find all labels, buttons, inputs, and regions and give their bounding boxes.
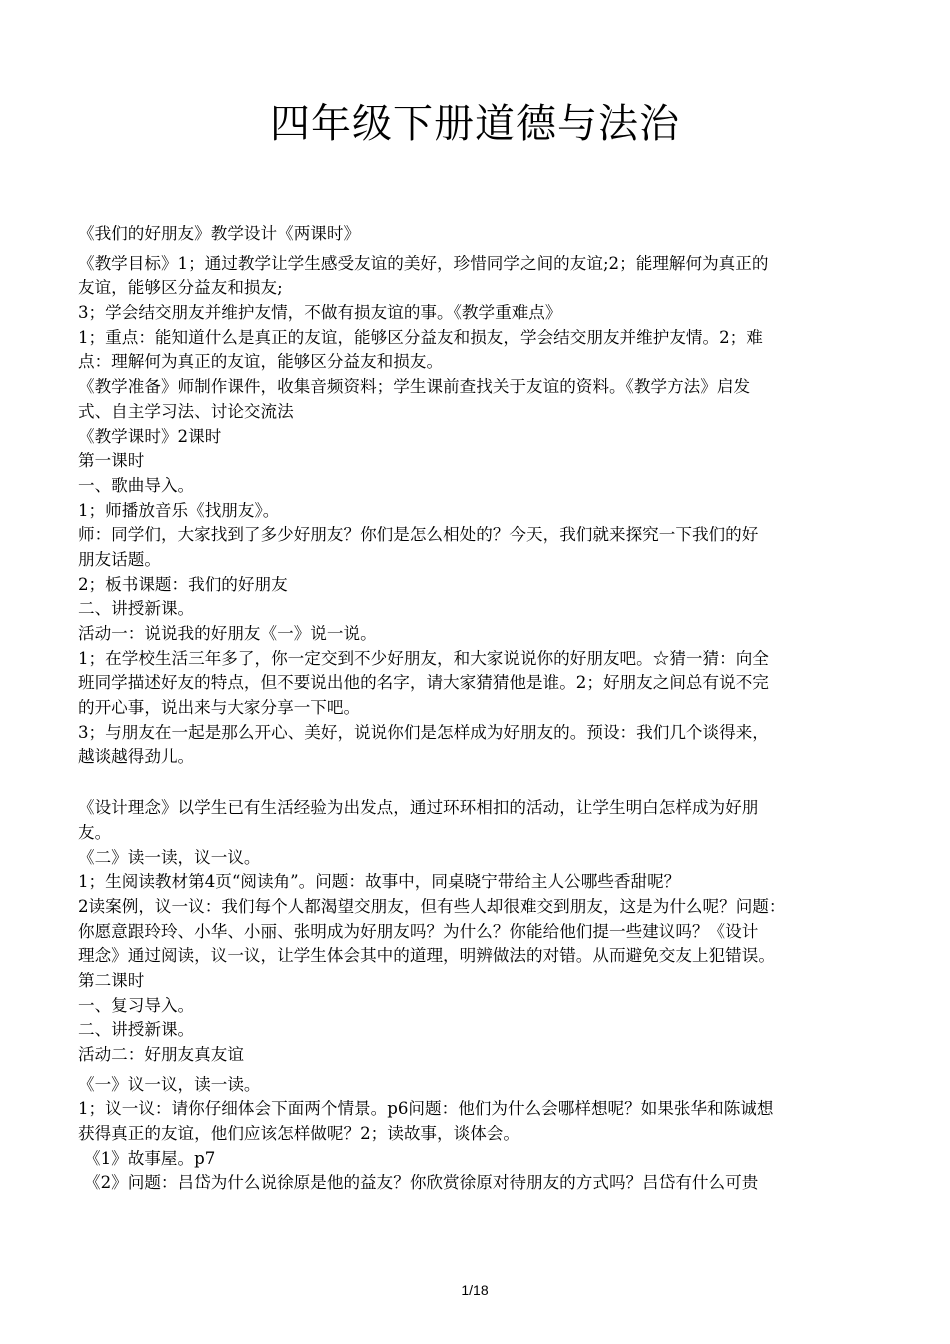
text-line: 《二》读一读，议一议。 bbox=[78, 847, 261, 867]
text-line: 的开心事，说出来与大家分享一下吧。 bbox=[78, 698, 361, 718]
text-line: 1；师播放音乐《找朋友》。 bbox=[78, 500, 280, 520]
text-line: 获得真正的友谊，他们应该怎样做呢？2；读故事，谈体会。 bbox=[78, 1124, 520, 1144]
text-line: 1；生阅读教材第4页“阅读角”。问题：故事中，同桌晓宁带给主人公哪些香甜呢？ bbox=[78, 872, 681, 892]
text-line: 越谈越得劲儿。 bbox=[78, 747, 195, 767]
text-line: 《2》问题：吕岱为什么说徐原是他的益友？你欣赏徐原对待朋友的方式吗？吕岱有什么可贵 bbox=[84, 1173, 759, 1193]
text-line: 《教学目标》1；通过教学让学生感受友谊的美好，珍惜同学之间的友谊;2；能理解何为真正的 bbox=[78, 253, 769, 273]
text-line: 《设计理念》以学生已有生活经验为出发点，通过环环相扣的活动，让学生明白怎样成为好朋 bbox=[78, 798, 759, 818]
text-line: 3；学会结交朋友并维护友情，不做有损友谊的事。《教学重难点》 bbox=[78, 303, 562, 323]
text-line: 师：同学们，大家找到了多少好朋友？你们是怎么相处的？今天，我们就来探究一下我们的好 bbox=[78, 525, 759, 545]
text-line: 1；议一议：请你仔细体会下面两个情景。p6问题：他们为什么会哪样想呢？如果张华和陈诚想 bbox=[78, 1099, 774, 1119]
text-line: 1；在学校生活三年多了，你一定交到不少好朋友，和大家说说你的好朋友吧。☆猜一猜：向全 bbox=[78, 648, 769, 668]
text-line: 友谊，能够区分益友和损友; bbox=[78, 278, 283, 298]
text-line: 理念》通过阅读，议一议，让学生体会其中的道理，明辨做法的对错。从而避免交友上犯错误。 bbox=[78, 946, 775, 966]
text-line: 《1》故事屋。p7 bbox=[84, 1148, 216, 1168]
text-line: 第二课时 bbox=[78, 970, 145, 990]
text-line: 2；板书课题：我们的好朋友 bbox=[78, 574, 288, 594]
page-number: 1/18 bbox=[461, 1282, 489, 1298]
text-line: 《教学准备》师制作课件，收集音频资料；学生课前查找关于友谊的资料。《教学方法》启发 bbox=[78, 377, 751, 397]
text-line: 式、自主学习法、讨论交流法 bbox=[78, 401, 294, 421]
document-body bbox=[78, 222, 878, 1196]
text-line: 二、讲授新课。 bbox=[78, 1020, 195, 1040]
text-line: 第一课时 bbox=[78, 451, 145, 471]
text-line: 二、讲授新课。 bbox=[78, 599, 195, 619]
text-line: 2读案例，议一议：我们每个人都渴望交朋友，但有些人却很难交到朋友，这是为什么呢？问题： bbox=[78, 896, 786, 916]
text-line: 友。 bbox=[78, 822, 112, 842]
text-line: 点：理解何为真正的友谊，能够区分益友和损友。 bbox=[78, 352, 444, 372]
text-line: 班同学描述好友的特点，但不要说出他的名字，请大家猜猜他是谁。2；好朋友之间总有说不完 bbox=[78, 673, 769, 693]
text-line: 《教学课时》2课时 bbox=[78, 426, 222, 446]
text-line: 活动二：好朋友真友谊 bbox=[78, 1045, 244, 1064]
text-line: 活动一：说说我的好朋友《一》说一说。 bbox=[78, 624, 377, 643]
text-line: 3；与朋友在一起是那么开心、美好，说说你们是怎样成为好朋友的。预设：我们几个谈得来， bbox=[78, 722, 769, 742]
text-line: 《一》议一议，读一读。 bbox=[78, 1074, 261, 1094]
text-line: 你愿意跟玲玲、小华、小丽、张明成为好朋友吗？为什么？你能给他们提一些建议吗？《设计 bbox=[78, 921, 759, 941]
text-line: 一、歌曲导入。 bbox=[78, 475, 195, 495]
text-line: 朋友话题。 bbox=[78, 549, 161, 569]
text-line: 一、复习导入。 bbox=[78, 995, 195, 1015]
text-line: 1；重点：能知道什么是真正的友谊，能够区分益友和损友，学会结交朋友并维护友情。2；难 bbox=[78, 327, 763, 347]
document-title: 四年级下册道德与法治 bbox=[270, 101, 680, 147]
lesson-heading: 《我们的好朋友》教学设计《两课时》 bbox=[78, 224, 361, 243]
